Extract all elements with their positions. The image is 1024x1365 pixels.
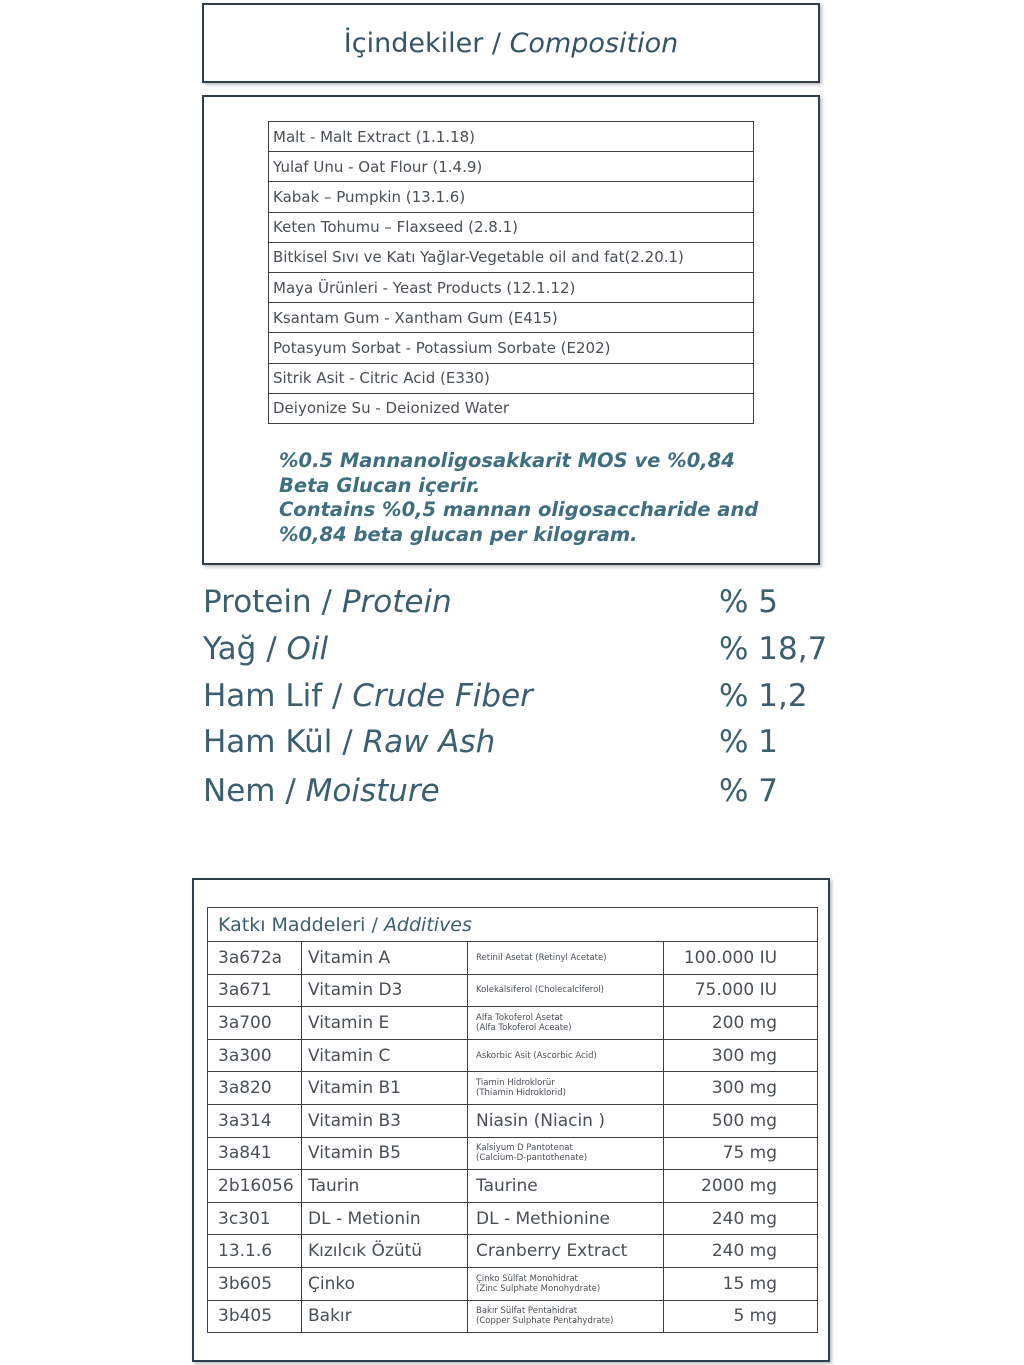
nutrition-label-tr: Yağ [203, 631, 257, 667]
ingredient-table [268, 121, 754, 424]
additive-row [208, 1300, 818, 1333]
ingredient-row [269, 152, 754, 182]
additive-name: Kızılcık Özütü [302, 1235, 468, 1268]
nutrition-row [203, 724, 843, 770]
additive-name: Taurin [302, 1170, 468, 1203]
additive-row [208, 1235, 818, 1268]
additive-row [208, 1039, 818, 1072]
additive-source [468, 942, 664, 975]
contains-note-line: %0.5 Mannanoligosakkarit MOS ve %0,84 [279, 449, 735, 472]
nutrition-label-en: Crude Fiber [352, 678, 533, 714]
additive-amount: 2000 mg [664, 1170, 818, 1203]
nutrition-label-en: Raw Ash [362, 724, 496, 760]
additive-source [468, 1300, 664, 1333]
additive-row [208, 1072, 818, 1105]
additive-code: 3a671 [208, 974, 302, 1007]
additive-amount: 100.000 IU [664, 942, 818, 975]
composition-panel [202, 95, 820, 565]
additive-name: Vitamin A [302, 942, 468, 975]
additives-header-row [208, 908, 818, 942]
ingredient-row [269, 393, 754, 423]
nutrition-row [203, 584, 843, 630]
nutrition-row [203, 678, 843, 724]
additive-source-line: Çinko Sülfat Monohidrat [476, 1273, 578, 1284]
ingredient-row [269, 212, 754, 242]
additive-source [468, 974, 664, 1007]
additive-source-line: Kalsiyum D Pantotenat [476, 1143, 573, 1154]
additive-name: Vitamin E [302, 1007, 468, 1040]
additives-panel [192, 878, 830, 1362]
additive-source-line: Retinil Asetat (Retinyl Acetate) [476, 952, 607, 963]
additive-source: Taurine [468, 1170, 664, 1203]
ingredient-row [269, 363, 754, 393]
composition-title-separator: / [483, 27, 510, 59]
additive-code: 3b405 [208, 1300, 302, 1333]
additive-source: DL - Methionine [468, 1202, 664, 1235]
ingredient-item: Kabak – Pumpkin (13.1.6) [269, 182, 754, 212]
ingredient-row [269, 182, 754, 212]
composition-title [202, 3, 820, 83]
additive-source: Cranberry Extract [468, 1235, 664, 1268]
additives-header: Katkı Maddeleri / Additives [208, 908, 818, 942]
additives-table [207, 907, 818, 1333]
additive-amount: 75 mg [664, 1137, 818, 1170]
contains-note-line: Beta Glucan içerir. [279, 473, 481, 497]
additive-source: Niasin (Niacin ) [468, 1104, 664, 1137]
additive-amount: 15 mg [664, 1267, 818, 1300]
additive-row [208, 1007, 818, 1040]
ingredient-item: Keten Tohumu – Flaxseed (2.8.1) [269, 212, 754, 242]
additive-code: 3c301 [208, 1202, 302, 1235]
additive-amount: 5 mg [664, 1300, 818, 1333]
nutrition-value: % 7 [719, 773, 779, 809]
contains-note [279, 449, 799, 547]
additive-source [468, 1137, 664, 1170]
nutrition-label: Protein / Protein [203, 584, 452, 620]
additive-code: 3a314 [208, 1104, 302, 1137]
additive-name: Çinko [302, 1267, 468, 1300]
additive-name: Vitamin B3 [302, 1104, 468, 1137]
additive-amount: 240 mg [664, 1235, 818, 1268]
nutrition-label: Ham Kül / Raw Ash [203, 724, 496, 760]
additive-row [208, 1267, 818, 1300]
additive-source [468, 1267, 664, 1300]
additive-source [468, 1039, 664, 1072]
additive-row [208, 1104, 818, 1137]
additive-name: Vitamin B1 [302, 1072, 468, 1105]
additive-source-line: Askorbic Asit (Ascorbic Acid) [476, 1050, 597, 1061]
nutrition-row [203, 773, 843, 819]
ingredient-row [269, 272, 754, 302]
additive-row [208, 974, 818, 1007]
additive-row [208, 1137, 818, 1170]
additive-amount: 300 mg [664, 1072, 818, 1105]
nutrition-label-tr: Protein [203, 584, 312, 620]
additive-source-line: Tiamin Hidroklorür [476, 1078, 555, 1089]
additive-code: 3a700 [208, 1007, 302, 1040]
ingredient-item: Ksantam Gum - Xantham Gum (E415) [269, 303, 754, 333]
additive-source-line: (Copper Sulphate Pentahydrate) [476, 1316, 614, 1327]
ingredient-item: Bitkisel Sıvı ve Katı Yağlar-Vegetable oil and fat(2.20.1) [269, 242, 754, 272]
additive-row [208, 942, 818, 975]
contains-note-line: %0,84 beta glucan per kilogram. [279, 522, 638, 546]
additive-source-line: (Calcium-D-pantothenate) [476, 1153, 588, 1164]
additive-source [468, 1007, 664, 1040]
additive-amount: 300 mg [664, 1039, 818, 1072]
nutrition-value: % 5 [719, 584, 779, 620]
additive-amount: 75.000 IU [664, 974, 818, 1007]
additive-source-line: (Thiamin Hidroklorid) [476, 1088, 566, 1099]
nutrition-label: Nem / Moisture [203, 773, 440, 809]
contains-note-line: Contains %0,5 mannan oligosaccharide and [279, 498, 759, 521]
additive-name: Vitamin D3 [302, 974, 468, 1007]
additive-amount: 500 mg [664, 1104, 818, 1137]
additive-code: 3b605 [208, 1267, 302, 1300]
nutrition-label: Yağ / Oil [203, 631, 329, 667]
additive-code: 3a841 [208, 1137, 302, 1170]
ingredient-item: Malt - Malt Extract (1.1.18) [269, 122, 754, 152]
nutrition-label-en: Moisture [305, 773, 440, 809]
ingredient-item: Sitrik Asit - Citric Acid (E330) [269, 363, 754, 393]
additive-code: 3a820 [208, 1072, 302, 1105]
nutrition-label-tr: Ham Lif [203, 678, 323, 714]
additive-row [208, 1202, 818, 1235]
composition-title-en: Composition [509, 27, 679, 59]
nutrition-row [203, 631, 843, 677]
ingredient-row [269, 333, 754, 363]
additive-name: Bakır [302, 1300, 468, 1333]
additive-source-line: (Alfa Tokoferol Aceate) [476, 1022, 572, 1033]
nutrition-label-tr: Nem [203, 773, 276, 809]
ingredient-row [269, 122, 754, 152]
nutrition-label-en: Protein [341, 584, 452, 620]
nutrition-label-en: Oil [286, 631, 329, 667]
additive-source [468, 1072, 664, 1105]
additive-source-line: Kolekalsiferol (Cholecalciferol) [476, 985, 604, 996]
ingredient-item: Yulaf Unu - Oat Flour (1.4.9) [269, 152, 754, 182]
ingredient-row [269, 303, 754, 333]
composition-title-tr: İçindekiler [343, 27, 484, 59]
additive-code: 13.1.6 [208, 1235, 302, 1268]
nutrition-label-tr: Ham Kül [203, 724, 333, 760]
nutrition-label: Ham Lif / Crude Fiber [203, 678, 533, 714]
ingredient-item: Deiyonize Su - Deionized Water [269, 393, 754, 423]
additive-source-line: Bakır Sülfat Pentahidrat [476, 1306, 578, 1317]
ingredient-item: Potasyum Sorbat - Potassium Sorbate (E202) [269, 333, 754, 363]
additive-amount: 240 mg [664, 1202, 818, 1235]
additive-source-line: Alfa Tokoferol Asetat [476, 1012, 563, 1023]
additive-row [208, 1170, 818, 1203]
additive-code: 2b16056 [208, 1170, 302, 1203]
additive-amount: 200 mg [664, 1007, 818, 1040]
ingredient-row [269, 242, 754, 272]
additive-name: Vitamin C [302, 1039, 468, 1072]
nutrition-value: % 18,7 [719, 631, 828, 667]
additive-source-line: (Zinc Sulphate Monohydrate) [476, 1283, 601, 1294]
additive-code: 3a672a [208, 942, 302, 975]
additive-name: DL - Metionin [302, 1202, 468, 1235]
additives-header-en: Additives [383, 913, 472, 936]
additives-header-tr: Katkı Maddeleri [218, 913, 366, 936]
nutrition-value: % 1,2 [719, 678, 808, 714]
additive-code: 3a300 [208, 1039, 302, 1072]
additive-name: Vitamin B5 [302, 1137, 468, 1170]
nutrition-value: % 1 [719, 724, 779, 760]
ingredient-item: Maya Ürünleri - Yeast Products (12.1.12) [269, 272, 754, 302]
